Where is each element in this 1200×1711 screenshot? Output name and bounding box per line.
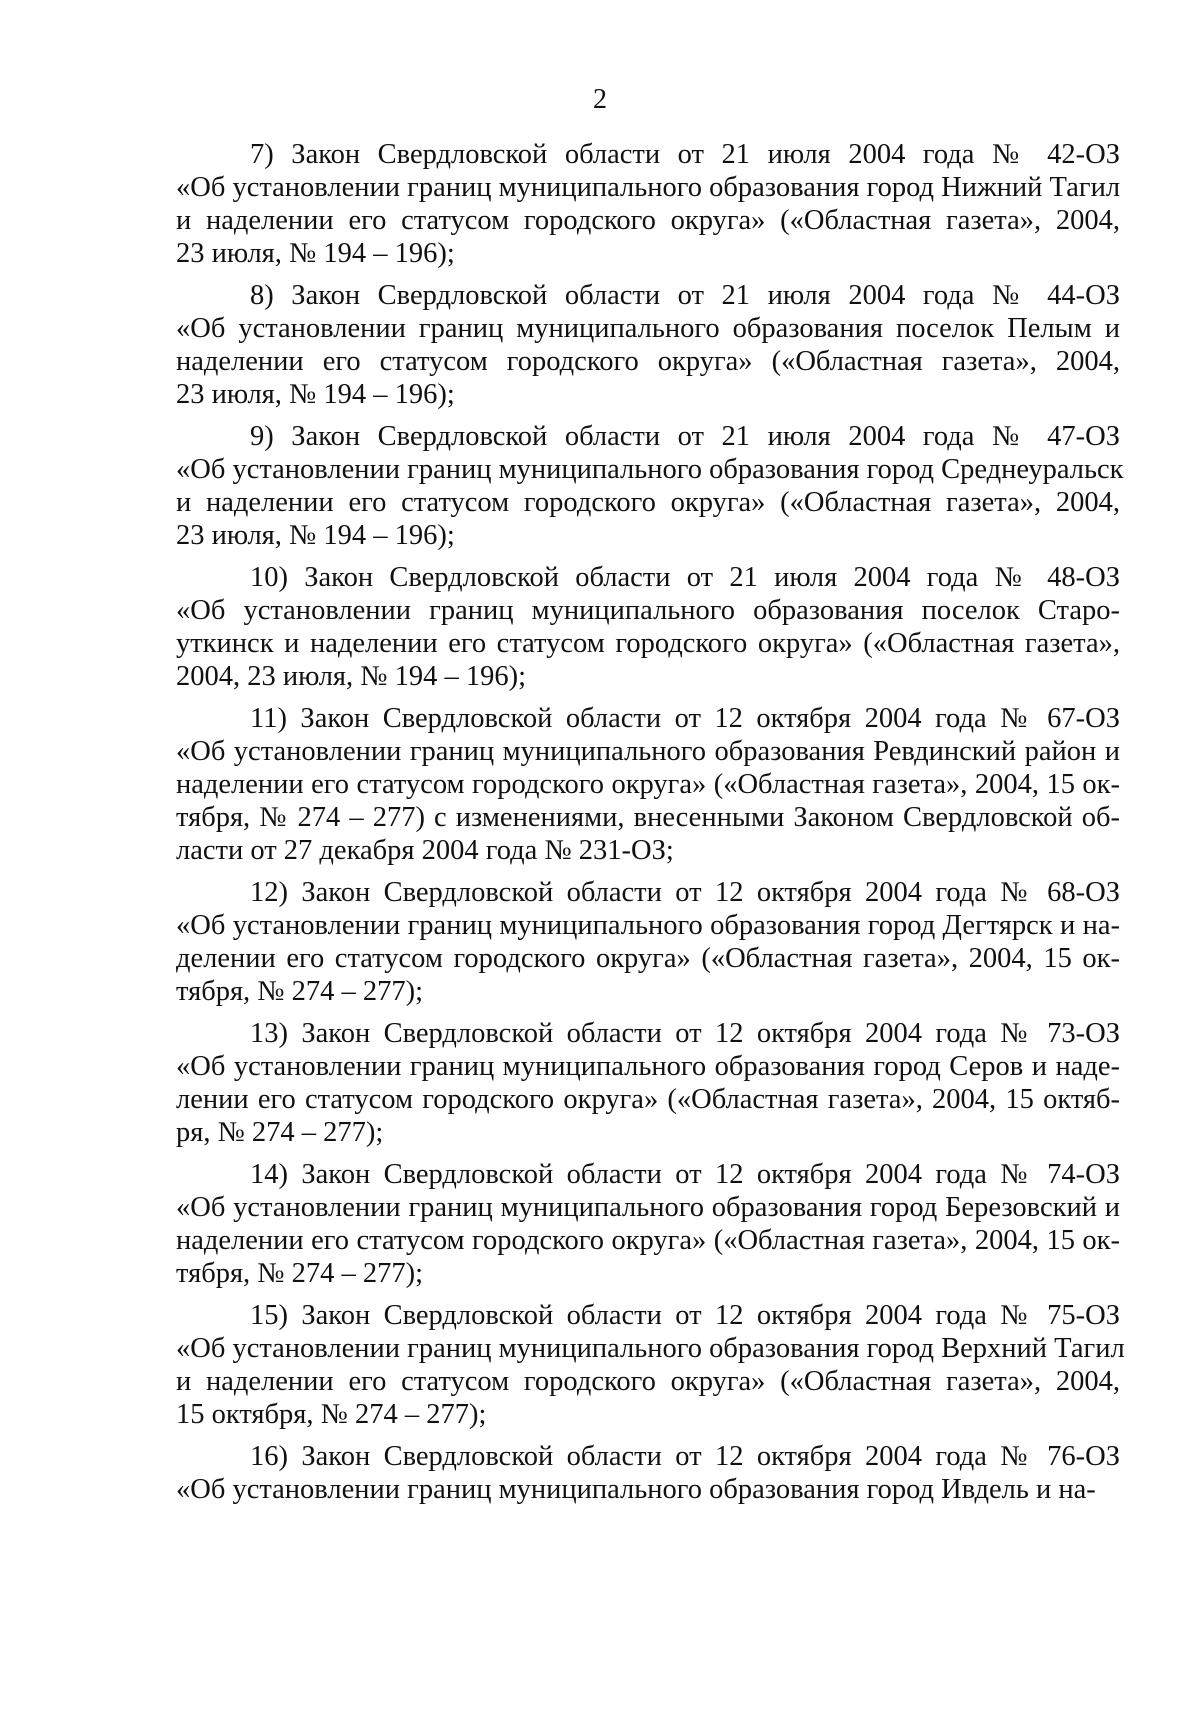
law-item-line: делении его статусом городского округа» («Областная газета», 2004, 15 ок- bbox=[176, 943, 1120, 974]
law-item-line: тября, № 274 – 277) с изменениями, внесенными Законом Свердловской об- bbox=[176, 802, 1120, 833]
law-item bbox=[176, 876, 1120, 1008]
law-item bbox=[176, 279, 1120, 411]
law-item-line: «Об установлении границ муниципального образования город Среднеуральск bbox=[176, 454, 1124, 485]
law-item-line: ря, № 274 – 277); bbox=[176, 1117, 384, 1148]
law-item-line: «Об установлении границ муниципального образования город Дегтярск и на- bbox=[176, 910, 1120, 941]
law-item-line: 23 июля, № 194 – 196); bbox=[176, 520, 455, 551]
law-item-line: 8) Закон Свердловской области от 21 июля 2004 года № 44-ОЗ bbox=[250, 280, 1120, 311]
law-item-line: «Об установлении границ муниципального образования город Березовский и bbox=[176, 1192, 1120, 1223]
law-item-line: 15 октября, № 274 – 277); bbox=[176, 1399, 487, 1430]
law-item-line: 16) Закон Свердловской области от 12 октября 2004 года № 76-ОЗ bbox=[250, 1441, 1120, 1472]
law-item-line: 23 июля, № 194 – 196); bbox=[176, 379, 455, 410]
law-item-line: «Об установлении границ муниципального образования поселок Пелым и bbox=[176, 313, 1120, 344]
law-item-line: и наделении его статусом городского округа» («Областная газета», 2004, bbox=[176, 1366, 1120, 1397]
law-item-line: «Об установлении границ муниципального образования город Верхний Тагил bbox=[176, 1333, 1125, 1364]
law-item-line: 13) Закон Свердловской области от 12 октября 2004 года № 73-ОЗ bbox=[250, 1018, 1120, 1049]
law-item bbox=[176, 702, 1120, 867]
law-item-line: лении его статусом городского округа» («Областная газета», 2004, 15 октяб- bbox=[176, 1084, 1120, 1115]
law-item-line: 14) Закон Свердловской области от 12 октября 2004 года № 74-ОЗ bbox=[250, 1159, 1120, 1190]
law-item-line: «Об установлении границ муниципального образования Ревдинский район и bbox=[176, 736, 1120, 767]
law-item-line: 12) Закон Свердловской области от 12 октября 2004 года № 68-ОЗ bbox=[250, 877, 1120, 908]
law-item-line: наделении его статусом городского округа» («Областная газета», 2004, bbox=[176, 346, 1120, 377]
law-list bbox=[176, 138, 1125, 1515]
law-item-line: 7) Закон Свердловской области от 21 июля 2004 года № 42-ОЗ bbox=[250, 139, 1120, 170]
law-item-line: наделении его статусом городского округа» («Областная газета», 2004, 15 ок- bbox=[176, 1225, 1120, 1256]
law-item bbox=[176, 1440, 1120, 1506]
law-item bbox=[176, 1158, 1120, 1290]
law-item-line: 10) Закон Свердловской области от 21 июля 2004 года № 48-ОЗ bbox=[250, 562, 1120, 593]
page-number: 2 bbox=[593, 84, 607, 115]
law-item-line: «Об установлении границ муниципального образования поселок Старо- bbox=[176, 595, 1120, 626]
law-item-line: 2004, 23 июля, № 194 – 196); bbox=[176, 661, 527, 692]
law-item bbox=[176, 420, 1124, 552]
law-item bbox=[176, 1299, 1125, 1431]
law-item-line: наделении его статусом городского округа» («Областная газета», 2004, 15 ок- bbox=[176, 769, 1120, 800]
law-item-line: и наделении его статусом городского округа» («Областная газета», 2004, bbox=[176, 205, 1120, 236]
law-item bbox=[176, 1017, 1120, 1149]
law-item-line: «Об установлении границ муниципального образования город Нижний Тагил bbox=[176, 172, 1121, 203]
law-item-line: ласти от 27 декабря 2004 года № 231-ОЗ; bbox=[176, 835, 674, 866]
law-item bbox=[176, 138, 1120, 270]
law-item-line: тября, № 274 – 277); bbox=[176, 976, 424, 1007]
law-item-line: 11) Закон Свердловской области от 12 октября 2004 года № 67-ОЗ bbox=[250, 703, 1120, 734]
law-item-line: «Об установлении границ муниципального образования город Ивдель и на- bbox=[176, 1474, 1096, 1505]
law-item bbox=[176, 561, 1120, 693]
law-item-line: 9) Закон Свердловской области от 21 июля 2004 года № 47-ОЗ bbox=[250, 421, 1120, 452]
law-item-line: тября, № 274 – 277); bbox=[176, 1258, 424, 1289]
law-item-line: и наделении его статусом городского округа» («Областная газета», 2004, bbox=[176, 487, 1120, 518]
law-item-line: «Об установлении границ муниципального образования город Серов и наде- bbox=[176, 1051, 1120, 1082]
law-item-line: 23 июля, № 194 – 196); bbox=[176, 238, 455, 269]
law-item-line: 15) Закон Свердловской области от 12 октября 2004 года № 75-ОЗ bbox=[250, 1300, 1120, 1331]
law-item-line: уткинск и наделении его статусом городского округа» («Областная газета», bbox=[176, 628, 1120, 659]
